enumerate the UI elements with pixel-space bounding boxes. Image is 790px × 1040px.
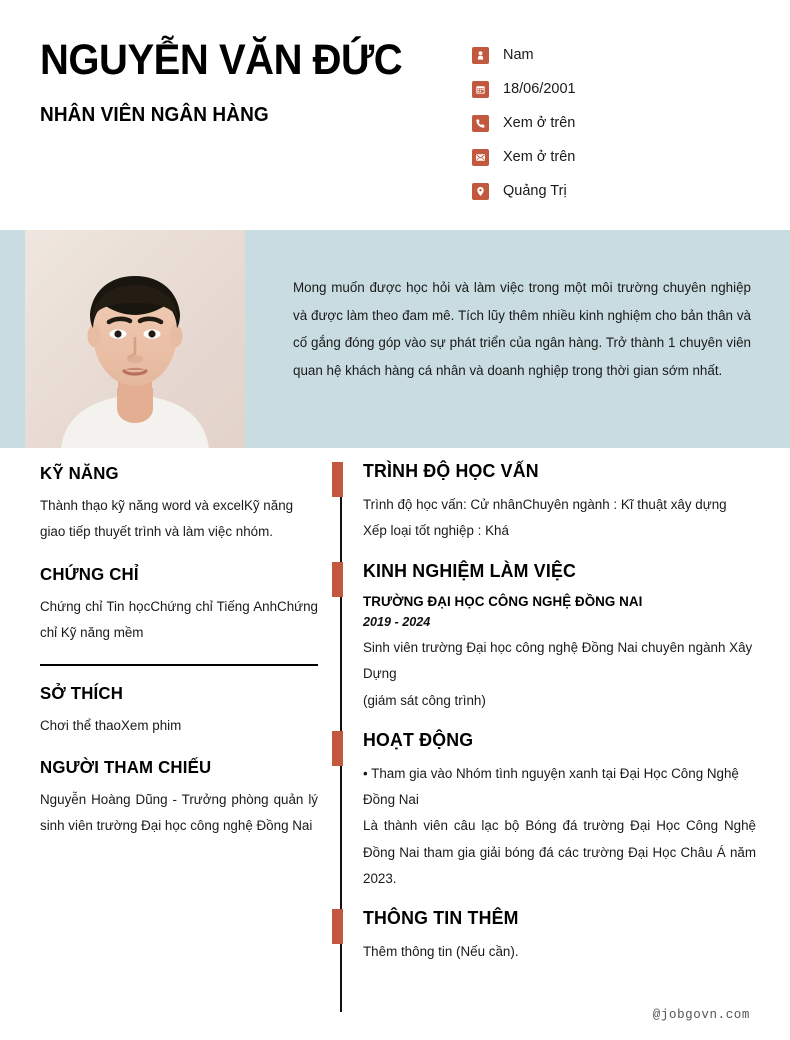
section-body-activities-line1: • Tham gia vào Nhóm tình nguyện xanh tại Đại Học Công Nghệ Đồng Nai (363, 765, 739, 808)
contact-value-phone: Xem ở trên (503, 114, 576, 131)
header-identity (0, 0, 460, 230)
profile-band (0, 230, 790, 448)
section-heading-extra-info: THÔNG TIN THÊM (363, 907, 519, 929)
section-heading-skills: KỸ NĂNG (40, 463, 119, 483)
section-body-skills: Thành thạo kỹ năng word và excelKỹ năng giao tiếp thuyết trình và làm việc nhóm. (40, 498, 294, 540)
section-heading-hobbies: SỞ THÍCH (40, 682, 124, 703)
section-body-certificates: Chứng chỉ Tin họcChứng chỉ Tiếng AnhChứng chỉ Kỹ năng mềm (40, 598, 318, 640)
section-activities (336, 729, 756, 892)
profile-summary: Mong muốn được học hỏi và làm việc trong một môi trường chuyên nghiệp và được làm theo đam mê. Tích lũy thêm nhiều kinh nghiệm cho bản thân và cố gắng đóng góp vào sự phát triển của ngân hàng. Trở thành 1 chuyên viên quan hệ khách hàng cá nhân và doanh nghiệp trong thời gian sớm nhất. (293, 280, 751, 378)
section-hobbies (40, 683, 318, 739)
section-body-hobbies: Chơi thể thaoXem phim (40, 717, 182, 733)
section-body-extra-info: Thêm thông tin (Nếu cần). (363, 944, 519, 960)
section-education (336, 460, 756, 545)
section-heading-activities: HOẠT ĐỘNG (363, 728, 474, 750)
section-extra-info (336, 907, 756, 965)
watermark: @jobgovn.com (652, 1008, 750, 1022)
contact-row-email (472, 140, 790, 174)
section-experience (336, 560, 756, 714)
section-heading-education: TRÌNH ĐỘ HỌC VẤN (363, 460, 539, 481)
contact-row-phone (472, 106, 790, 140)
contact-value-email: Xem ở trên (503, 148, 576, 165)
section-body-education-line1: Trình độ học vấn: Cử nhânChuyên ngành : Kĩ thuật xây dựng (363, 497, 727, 512)
contact-row-location (472, 174, 790, 208)
candidate-job-title: NHÂN VIÊN NGÂN HÀNG (40, 103, 269, 126)
section-skills (40, 463, 318, 546)
cv-header (0, 0, 790, 230)
section-heading-experience: KINH NGHIỆM LÀM VIỆC (363, 559, 577, 581)
right-column (336, 460, 756, 980)
experience-organization: TRƯỜNG ĐẠI HỌC CÔNG NGHỆ ĐỒNG NAI (363, 593, 643, 609)
portrait-illustration (25, 230, 245, 448)
timeline-marker-education (332, 462, 343, 497)
section-body-experience-line1: Sinh viên trường Đại học công nghệ Đồng Nai chuyên ngành Xây Dựng (363, 640, 753, 682)
calendar-icon (472, 81, 489, 98)
section-references (40, 757, 318, 840)
section-heading-certificates: CHỨNG CHỈ (40, 563, 139, 584)
left-column-divider (40, 664, 318, 666)
section-body-education-line2: Xếp loại tốt nghiệp : Khá (363, 523, 509, 539)
contact-value-birthdate: 18/06/2001 (503, 80, 576, 97)
section-body-activities-line2: Là thành viên câu lạc bộ Bóng đá trường Đại Học Công Nghệ Đồng Nai tham gia giải bóng đá các trường Đại Học Châu Á năm 2023. (363, 818, 756, 886)
left-column (40, 463, 318, 858)
gender-icon (472, 47, 489, 64)
contact-value-location: Quảng Trị (503, 182, 567, 199)
location-icon (472, 183, 489, 200)
timeline-marker-experience (332, 562, 343, 597)
experience-date-range: 2019 - 2024 (363, 614, 431, 629)
contact-row-birthdate (472, 72, 790, 106)
candidate-name: NGUYỄN VĂN ĐỨC (40, 36, 403, 84)
timeline-marker-extra-info (332, 909, 343, 944)
section-heading-references: NGƯỜI THAM CHIẾU (40, 757, 212, 778)
contact-list (460, 0, 790, 230)
section-certificates (40, 564, 318, 647)
email-icon (472, 149, 489, 166)
contact-value-gender: Nam (503, 46, 534, 63)
contact-row-gender (472, 38, 790, 72)
section-body-experience-line2: (giám sát công trình) (363, 692, 486, 708)
timeline-marker-activities (332, 731, 343, 766)
section-body-references: Nguyễn Hoàng Dũng - Trưởng phòng quản lý sinh viên trường Đại học công nghệ Đồng Nai (40, 792, 318, 834)
avatar (25, 230, 245, 448)
phone-icon (472, 115, 489, 132)
